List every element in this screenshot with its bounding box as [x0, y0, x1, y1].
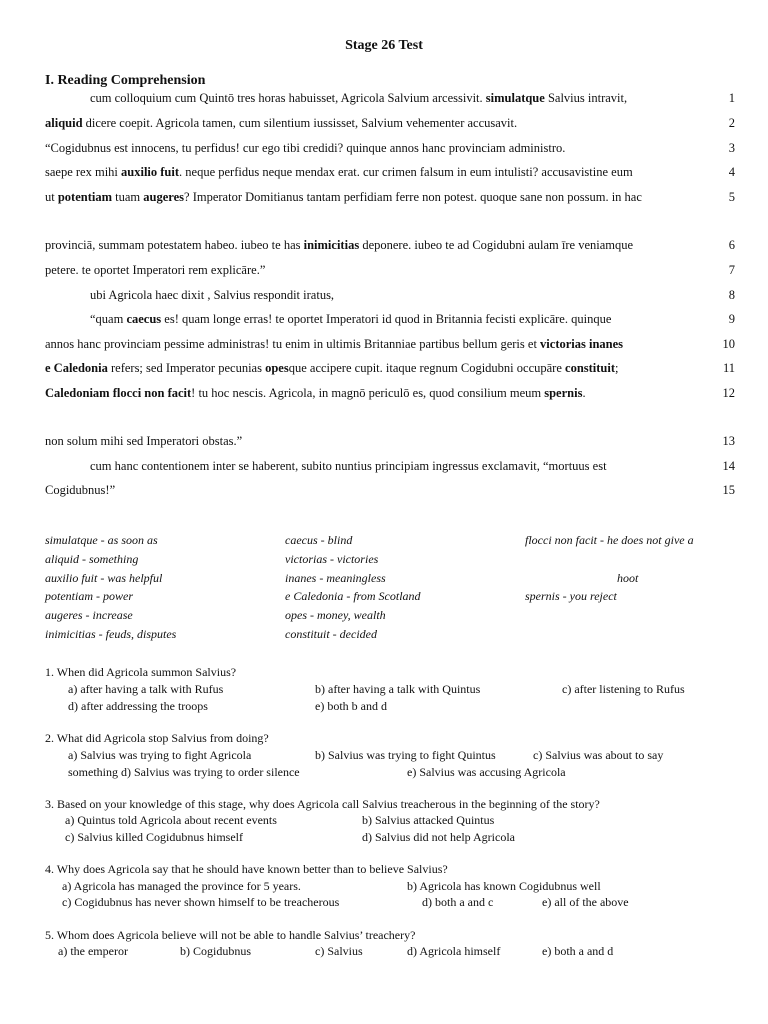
answer-option: b) after having a talk with Quintus [315, 682, 481, 696]
vocab-word: augeres [143, 190, 185, 204]
passage-line-text [45, 288, 334, 303]
gloss-col3-b: hoot [617, 571, 639, 585]
line-number: 3 [728, 141, 735, 155]
passage-line-text [45, 165, 633, 180]
passage-line [45, 116, 735, 131]
vocab-word: auxilio fuit [121, 165, 180, 179]
gloss-entry: opes - money, wealth [285, 608, 386, 622]
passage-line [45, 483, 735, 498]
passage-line [45, 361, 735, 376]
passage-line [45, 91, 735, 106]
line-number: 10 [722, 337, 735, 351]
gloss-entry: simulatque - as soon as [45, 533, 158, 547]
answer-option: a) Salvius was trying to fight Agricola [68, 748, 252, 762]
passage-line-text [45, 263, 265, 278]
passage-line [45, 238, 735, 253]
passage-line-text [45, 337, 623, 352]
text-run: saepe rex mihi [45, 165, 122, 179]
text-run: cum colloquium cum Quintō tres horas habuisset, Agricola Salvium arcessivit. [90, 91, 486, 105]
text-run: Cogidubnus!” [45, 483, 116, 497]
answer-option: a) after having a talk with Rufus [68, 682, 224, 696]
vocab-word: constituit [565, 361, 616, 375]
passage-line-text [45, 483, 115, 498]
text-run: es! quam longe erras! te oportet Imperatori id quod in Britannia fecisti explicāre. quinque [161, 312, 612, 326]
text-run: dicere coepit. Agricola tamen, cum silentium iussisset, Salvium vehementer accusavit. [82, 116, 518, 130]
line-number: 13 [722, 434, 735, 448]
question-text: 1. When did Agricola summon Salvius? [45, 665, 237, 679]
answer-option: d) both a and c [422, 895, 494, 909]
line-number: 14 [722, 459, 735, 473]
passage-line-text [45, 91, 627, 106]
text-run: “Cogidubnus est innocens, tu perfidus! cur ego tibi credidi? quinque annos hanc provinciam administro. [45, 141, 566, 155]
answer-option: a) Agricola has managed the province for 5 years. [62, 879, 301, 893]
gloss-entry: aliquid - something [45, 552, 139, 566]
passage-line-text [45, 116, 517, 131]
answer-option: c) Salvius killed Cogidubnus himself [65, 830, 243, 844]
passage-line-text [45, 386, 586, 401]
line-number: 6 [728, 238, 735, 252]
line-number: 15 [722, 483, 735, 497]
passage-line-text [45, 434, 242, 449]
line-number: 8 [728, 288, 735, 302]
answer-option: d) Agricola himself [407, 944, 501, 958]
answer-option: a) the emperor [58, 944, 128, 958]
gloss-col3-a: flocci non facit - he does not give a [525, 533, 694, 547]
vocab-word: spernis [544, 386, 583, 400]
gloss-entry: constituit - decided [285, 627, 377, 641]
gloss-entry: victorias - victories [285, 552, 379, 566]
answer-option: e) Salvius was accusing Agricola [407, 765, 566, 779]
text-run: tuam [112, 190, 144, 204]
answer-option: e) all of the above [542, 895, 629, 909]
vocab-word: aliquid [45, 116, 83, 130]
vocab-word: opes [265, 361, 289, 375]
line-number: 1 [728, 91, 735, 105]
text-run: Salvius intravit, [544, 91, 628, 105]
text-run: “quam [90, 312, 127, 326]
passage-line-text [45, 238, 633, 253]
text-run: deponere. iubeo te ad Cogidubni aulam īre veniamque [359, 238, 634, 252]
line-number: 5 [728, 190, 735, 204]
text-run: ubi Agricola haec dixit , Salvius respondit iratus, [90, 288, 335, 302]
answer-option: d) Salvius did not help Agricola [362, 830, 515, 844]
gloss-entry: e Caledonia - from Scotland [285, 589, 421, 603]
text-run: ut [45, 190, 58, 204]
gloss-entry: inimicitias - feuds, disputes [45, 627, 177, 641]
passage-line [45, 190, 735, 205]
answer-option: b) Salvius attacked Quintus [362, 813, 495, 827]
line-number: 11 [722, 361, 735, 375]
answer-option: a) Quintus told Agricola about recent events [65, 813, 277, 827]
answer-option: c) after listening to Rufus [562, 682, 685, 696]
passage-line-text [45, 190, 642, 205]
question-text: 4. Why does Agricola say that he should have known better than to believe Salvius? [45, 862, 448, 876]
line-number: 4 [728, 165, 735, 179]
text-run: petere. te oportet Imperatori rem explicāre.” [45, 263, 266, 277]
vocab-word: potentiam [57, 190, 113, 204]
gloss-entry: inanes - meaningless [285, 571, 386, 585]
gloss-entry: auxilio fuit - was helpful [45, 571, 163, 585]
question-text: 2. What did Agricola stop Salvius from doing? [45, 731, 269, 745]
answer-option: b) Cogidubnus [180, 944, 252, 958]
answer-option: c) Salvius [315, 944, 363, 958]
text-run: annos hanc provinciam pessime administras! tu enim in ultimis Britanniae partibus bellum geris et [45, 337, 541, 351]
passage-line [45, 288, 735, 303]
passage-line [45, 434, 735, 449]
answer-option: e) both b and d [315, 699, 387, 713]
text-run: . neque perfidus neque mendax erat. cur crimen falsum in eum intulisti? accusavistine eum [179, 165, 633, 179]
question-text: 3. Based on your knowledge of this stage, why does Agricola call Salvius treacherous in the beginning of the story? [45, 797, 600, 811]
passage-line [45, 165, 735, 180]
answer-option: e) both a and d [542, 944, 614, 958]
question-text: 5. Whom does Agricola believe will not be able to handle Salvius’ treachery? [45, 928, 416, 942]
passage-line-text [45, 459, 607, 474]
vocab-word: simulatque [485, 91, 545, 105]
passage-line-text [45, 141, 565, 156]
passage-line-text [45, 312, 611, 327]
text-run: ! tu hoc nescis. Agricola, in magnō periculō es, quod consilium meum [191, 386, 545, 400]
line-number: 7 [728, 263, 735, 277]
text-run: provinciā, summam potestatem habeo. iubeo te has [45, 238, 304, 252]
answer-option: d) after addressing the troops [68, 699, 208, 713]
passage-line [45, 386, 735, 401]
vocab-word: inimicitias [303, 238, 360, 252]
passage-line [45, 263, 735, 278]
text-run: que accipere cupit. itaque regnum Cogidubni occupāre [288, 361, 566, 375]
answer-option: c) Salvius was about to say [533, 748, 664, 762]
passage-line [45, 337, 735, 352]
text-run: non solum mihi sed Imperatori obstas.” [45, 434, 243, 448]
section-heading: I. Reading Comprehension [45, 73, 206, 88]
vocab-word: e Caledonia [45, 361, 108, 375]
passage-line-text [45, 361, 619, 376]
passage-line [45, 141, 735, 156]
text-run: cum hanc contentionem inter se haberent, subito nuntius principiam ingressus exclamavit, “mortuus est [90, 459, 607, 473]
gloss-col3-c: spernis - you reject [525, 589, 617, 603]
passage-line [45, 312, 735, 327]
gloss-entry: potentiam - power [45, 589, 133, 603]
line-number: 12 [722, 386, 735, 400]
gloss-entry: augeres - increase [45, 608, 133, 622]
text-run: . [582, 386, 586, 400]
answer-option: b) Salvius was trying to fight Quintus [315, 748, 496, 762]
text-run: ; [615, 361, 619, 375]
text-run: ? Imperator Domitianus tantam perfidiam ferre non potest. quoque sane non possum. in hac [184, 190, 642, 204]
page-title: Stage 26 Test [345, 38, 423, 53]
vocab-word: caecus [126, 312, 162, 326]
line-number: 2 [728, 116, 735, 130]
vocab-word: Caledoniam flocci non facit [45, 386, 192, 400]
vocab-word: victorias inanes [540, 337, 624, 351]
passage-line [45, 459, 735, 474]
answer-option: b) Agricola has known Cogidubnus well [407, 879, 601, 893]
answer-option: something d) Salvius was trying to order silence [68, 765, 300, 779]
gloss-entry: caecus - blind [285, 533, 353, 547]
line-number: 9 [728, 312, 735, 326]
text-run: refers; sed Imperator pecunias [107, 361, 266, 375]
answer-option: c) Cogidubnus has never shown himself to be treacherous [62, 895, 340, 909]
